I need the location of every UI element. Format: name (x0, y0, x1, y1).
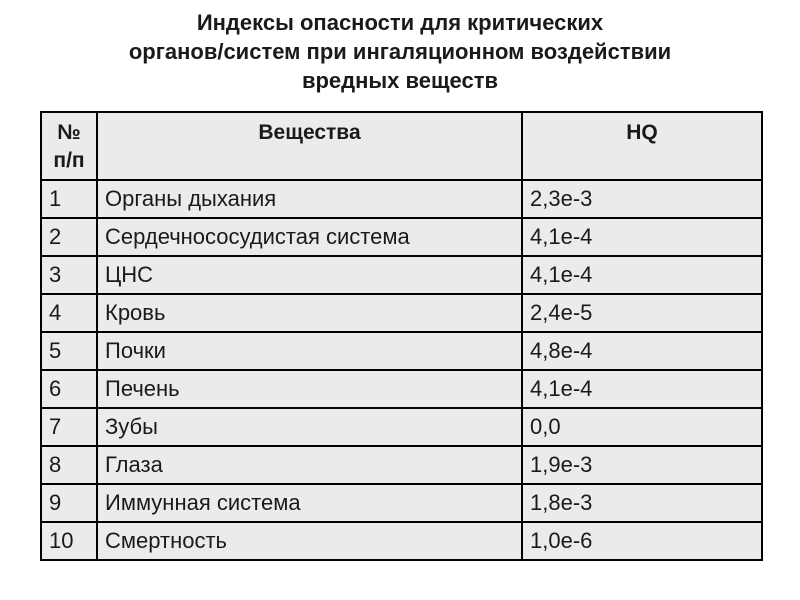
cell-hq: 0,0 (522, 408, 762, 446)
table-header-row (41, 112, 762, 180)
cell-number: 4 (41, 294, 97, 332)
table-row (41, 332, 762, 370)
cell-organ: Сердечнососудистая система (97, 218, 522, 256)
header-number-line-1: № (57, 121, 81, 144)
hazard-index-table (40, 111, 763, 561)
header-substance: Вещества (97, 112, 522, 180)
cell-hq: 4,1е-4 (522, 256, 762, 294)
cell-organ: Кровь (97, 294, 522, 332)
table-row (41, 294, 762, 332)
cell-hq: 1,8е-3 (522, 484, 762, 522)
cell-organ: Глаза (97, 446, 522, 484)
header-hq: HQ (522, 112, 762, 180)
cell-number: 5 (41, 332, 97, 370)
cell-hq: 4,1е-4 (522, 370, 762, 408)
cell-organ: Зубы (97, 408, 522, 446)
page-title (0, 8, 800, 95)
cell-number: 6 (41, 370, 97, 408)
cell-organ: ЦНС (97, 256, 522, 294)
table-row (41, 180, 762, 218)
cell-number: 8 (41, 446, 97, 484)
cell-organ: Печень (97, 370, 522, 408)
table-row (41, 408, 762, 446)
table-row (41, 370, 762, 408)
table-row (41, 522, 762, 560)
cell-organ: Смертность (97, 522, 522, 560)
cell-organ: Почки (97, 332, 522, 370)
title-line-3: вредных веществ (301, 68, 499, 93)
cell-number: 2 (41, 218, 97, 256)
cell-hq: 2,3е-3 (522, 180, 762, 218)
cell-number: 7 (41, 408, 97, 446)
cell-number: 9 (41, 484, 97, 522)
header-number-line-2: п/п (53, 149, 85, 172)
cell-hq: 2,4е-5 (522, 294, 762, 332)
table-row (41, 446, 762, 484)
cell-hq: 4,8е-4 (522, 332, 762, 370)
cell-number: 3 (41, 256, 97, 294)
cell-hq: 4,1е-4 (522, 218, 762, 256)
cell-number: 10 (41, 522, 97, 560)
cell-hq: 1,9е-3 (522, 446, 762, 484)
header-number (41, 112, 97, 180)
title-line-1: Индексы опасности для критических (196, 10, 604, 35)
cell-hq: 1,0е-6 (522, 522, 762, 560)
cell-number: 1 (41, 180, 97, 218)
table-row (41, 256, 762, 294)
cell-organ: Органы дыхания (97, 180, 522, 218)
title-line-2: органов/систем при ингаляционном воздействии (128, 39, 672, 64)
table-row (41, 218, 762, 256)
table-row (41, 484, 762, 522)
cell-organ: Иммунная система (97, 484, 522, 522)
